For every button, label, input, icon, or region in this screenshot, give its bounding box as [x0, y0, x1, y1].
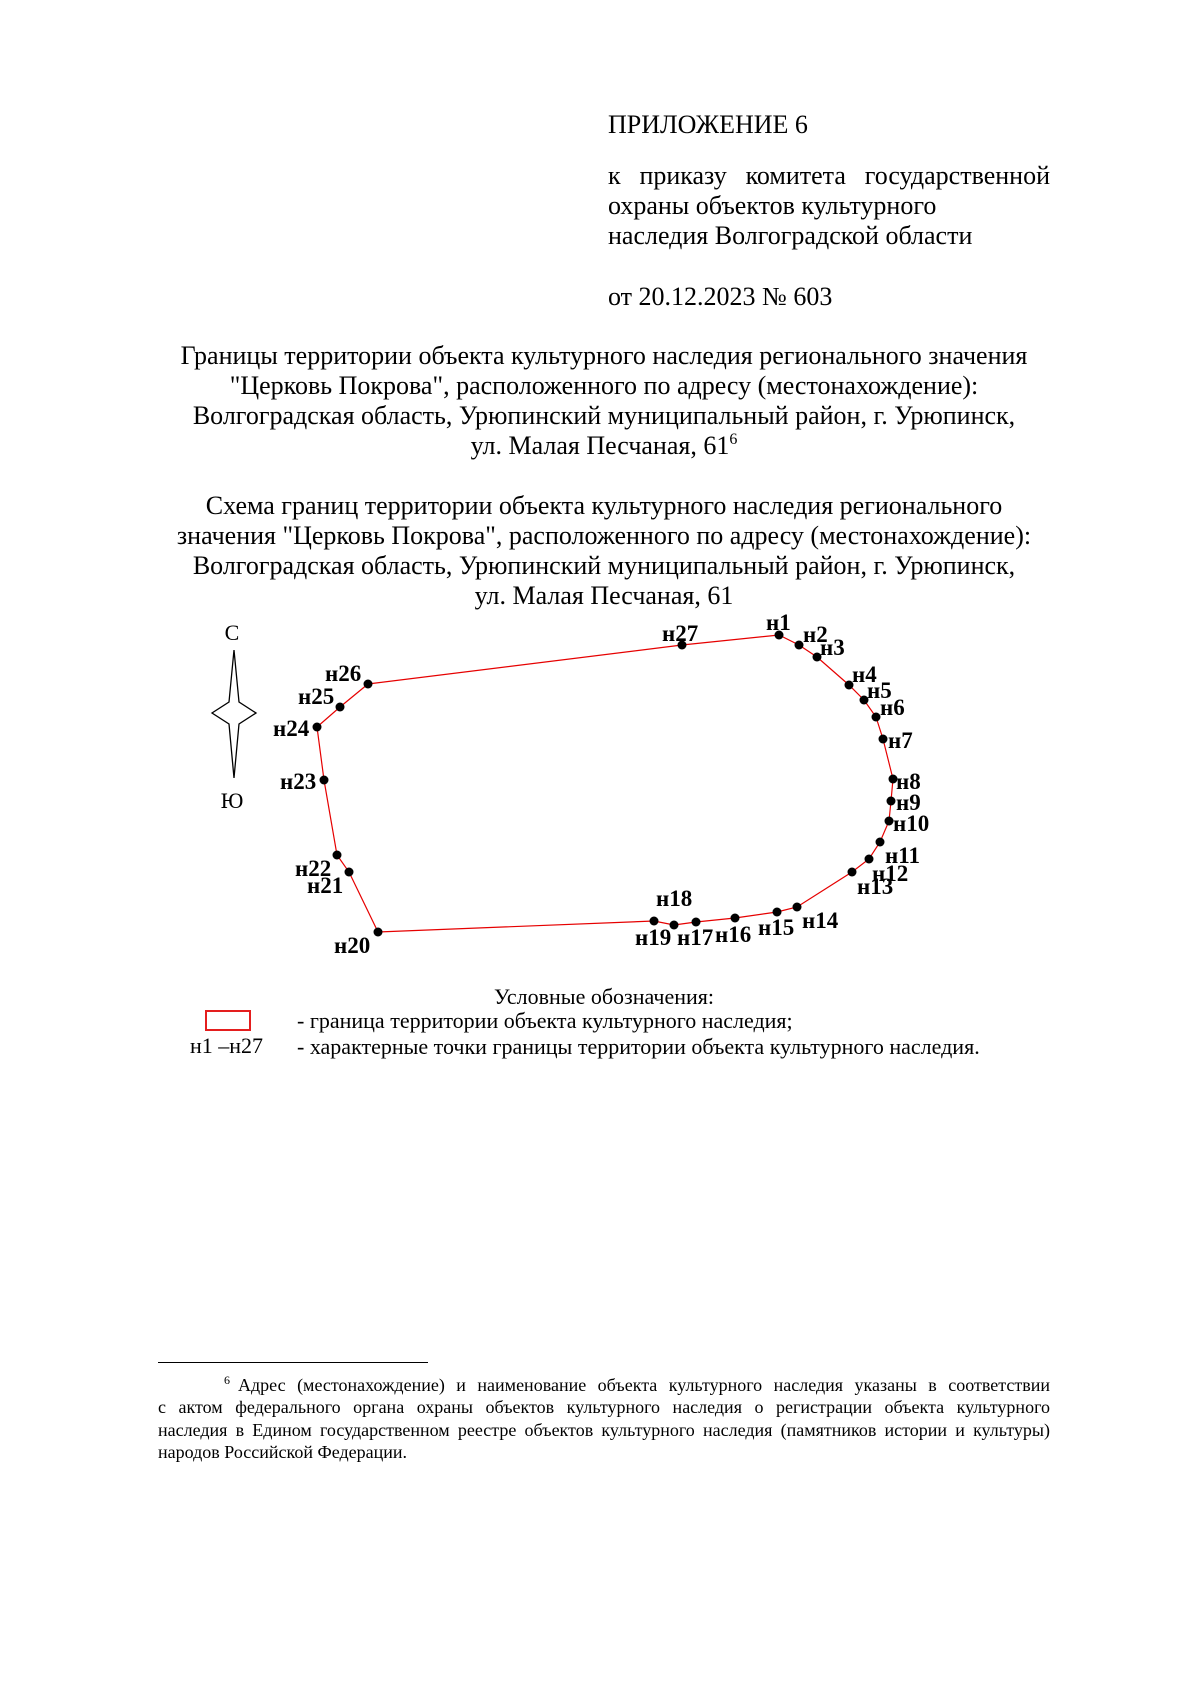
boundary-point-13: [848, 868, 857, 877]
point-label-12: н12: [872, 861, 909, 886]
footnote-line: с актом федерального органа охраны объектов культурного наследия о регистрации объекта культурного: [158, 1397, 1050, 1417]
order-line: к приказу комитета государственной: [608, 161, 1050, 190]
point-label-15: н15: [758, 915, 795, 940]
heading-line: "Церковь Покрова", расположенного по адресу (местонахождение):: [229, 371, 979, 400]
point-label-5: н5: [867, 678, 892, 703]
point-label-16: н16: [715, 922, 752, 947]
footnote-reference: 6: [729, 431, 738, 448]
legend-boundary-text: - граница территории объекта культурного наследия;: [297, 1008, 793, 1033]
boundary-point-23: [320, 776, 329, 785]
point-label-2: н2: [803, 622, 828, 647]
legend-title: Условные обозначения:: [493, 984, 715, 1009]
legend-points-label: н1 –н27: [190, 1033, 264, 1058]
point-label-27: н27: [662, 621, 699, 646]
footnote-line: Адрес (местонахождение) и наименование объекта культурного наследия указаны в соответствии: [238, 1375, 1050, 1395]
boundary-legend-swatch: [205, 1010, 251, 1031]
compass-rose-icon: [212, 650, 256, 778]
point-label-4: н4: [852, 662, 877, 687]
point-label-23: н23: [280, 769, 317, 794]
point-label-1: н1: [766, 610, 791, 635]
footnote-marker: 6: [224, 1373, 230, 1387]
point-label-13: н13: [857, 874, 894, 899]
point-label-20: н20: [334, 933, 371, 958]
point-label-10: н10: [893, 811, 930, 836]
point-label-17: н17: [677, 925, 714, 950]
boundary-point-7: [879, 735, 888, 744]
footnote-line: народов Российской Федерации.: [158, 1442, 407, 1462]
scheme-title-line: значения "Церковь Покрова", расположенного по адресу (местонахождение):: [176, 521, 1032, 550]
point-label-21: н21: [307, 873, 344, 898]
point-label-6: н6: [880, 695, 905, 720]
boundary-points: [313, 631, 898, 937]
compass-south-label: Ю: [220, 788, 244, 813]
order-line: наследия Волгоградской области: [608, 221, 973, 250]
territory-boundary-line: [317, 635, 893, 932]
point-labels: [273, 610, 929, 958]
boundary-point-22: [333, 851, 342, 860]
boundary-point-20: [374, 928, 383, 937]
point-label-26: н26: [325, 661, 362, 686]
order-line: охраны объектов культурного: [608, 191, 937, 220]
point-label-11: н11: [885, 843, 920, 868]
legend-points-text: - характерные точки границы территории объекта культурного наследия.: [297, 1034, 980, 1059]
scheme-title-line: Схема границ территории объекта культурного наследия регионального: [205, 491, 1003, 520]
scheme-title-line: Волгоградская область, Урюпинский муниципальный район, г. Урюпинск,: [192, 551, 1016, 580]
boundary-point-9: [887, 797, 896, 806]
footnote-line: наследия в Едином государственном реестре объектов культурного наследия (памятников истории и культуры): [158, 1420, 1050, 1440]
point-label-24: н24: [273, 716, 310, 741]
appendix-title: ПРИЛОЖЕНИЕ 6: [608, 110, 808, 139]
point-label-25: н25: [298, 684, 335, 709]
compass-north-label: С: [224, 620, 240, 645]
footnote-separator: [158, 1362, 428, 1363]
point-label-7: н7: [888, 728, 913, 753]
order-date-number: от 20.12.2023 № 603: [608, 282, 833, 311]
boundary-scheme: [0, 600, 1200, 970]
point-label-3: н3: [820, 635, 845, 660]
heading-address-line: ул. Малая Песчаная, 61: [470, 431, 730, 460]
boundary-point-24: [313, 723, 322, 732]
point-label-18: н18: [656, 886, 693, 911]
scheme-title-line: ул. Малая Песчаная, 61: [474, 581, 734, 610]
boundary-point-14: [793, 903, 802, 912]
point-label-9: н9: [896, 790, 921, 815]
boundary-point-25: [336, 703, 345, 712]
heading-line: [158, 431, 1050, 461]
heading-line: Границы территории объекта культурного наследия регионального значения: [180, 341, 1028, 370]
point-label-19: н19: [635, 925, 672, 950]
point-label-22: н22: [295, 856, 332, 881]
heading-line: Волгоградская область, Урюпинский муниципальный район, г. Урюпинск,: [192, 401, 1016, 430]
boundary-point-11: [876, 838, 885, 847]
boundary-point-26: [364, 680, 373, 689]
compass: [212, 620, 256, 813]
point-label-14: н14: [802, 908, 839, 933]
point-label-8: н8: [896, 769, 921, 794]
boundary-point-21: [345, 868, 354, 877]
